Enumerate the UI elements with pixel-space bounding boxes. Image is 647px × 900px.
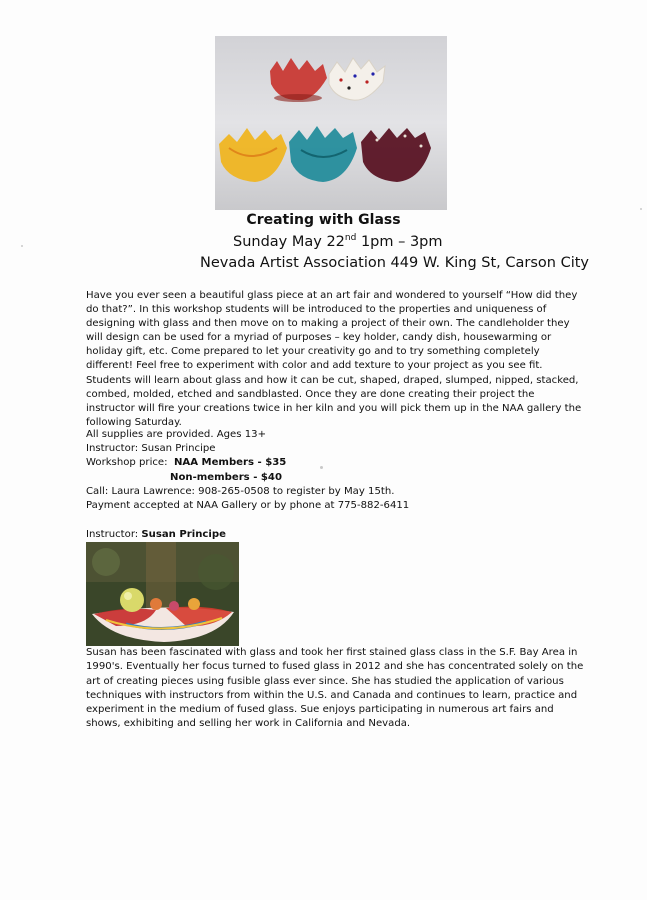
fused-glass-bowl-photo <box>86 542 239 646</box>
instructor-bio-text: Susan has been fascinated with glass and took her first stained glass class in the S.F. Bay Area in 1990's. Eventually her focus turned to fused glass in 2012 and she has concentrated solely on the art of creating pieces using fusible glass ever since. She has studied the application of various techniques with instructors from within the U.S. and Canada and continues to learn, practice and experiment in the medium of fused glass. Sue enjoys participating in numerous art fairs and shows, exhibiting and selling her work in California and Nevada. <box>86 647 584 730</box>
scan-speck <box>320 466 323 469</box>
glass-candleholders-photo <box>215 36 447 210</box>
workshop-description <box>86 289 586 430</box>
members-price: NAA Members - $35 <box>173 457 287 469</box>
event-title: Creating with Glass <box>246 212 401 228</box>
scan-speck <box>640 208 642 210</box>
workshop-details <box>86 428 586 513</box>
instructor-line: Instructor: Susan Principe <box>86 443 216 455</box>
event-date: Sunday May 22 <box>233 233 345 250</box>
event-venue: Nevada Artist Association 449 W. King St, Carson City <box>200 255 589 271</box>
instructor-bio <box>86 646 586 732</box>
event-date-time <box>233 233 443 250</box>
instructor-name: Susan Principe <box>141 529 226 540</box>
nonmembers-price: Non-members - $40 <box>170 471 282 483</box>
date-ordinal-suffix: nd <box>344 233 357 243</box>
price-line <box>86 456 586 470</box>
scan-speck <box>21 245 23 247</box>
instructor-heading <box>86 529 226 540</box>
payment-line: Payment accepted at NAA Gallery or by phone at 775-882-6411 <box>86 500 410 512</box>
instructor-heading-label: Instructor: <box>86 529 142 540</box>
price-label: Workshop price: <box>86 457 168 469</box>
event-time: 1pm – 3pm <box>360 233 443 250</box>
workshop-description-text: Have you ever seen a beautiful glass piece at an art fair and wondered to yourself “How did they do that?”. In this workshop students will be introduced to the properties and uniqueness of designing with glass and then move on to making a project of their own. The candleholder they will design can be used for a myriad of purposes – key holder, candy dish, housewarming or holiday gift, etc. Come prepared to let your creativity go and to try something completely different! Feel free to experiment with color and add texture to your project as you see fit. Students will learn about glass and how it can be cut, shaped, draped, slumped, nipped, stacked, combed, molded, etched and sandblasted. Once they are done creating their project the instructor will fire your creations twice in her kiln and you will pick them up in the NAA gallery the following Saturday. <box>86 290 582 428</box>
supplies-line: All supplies are provided. Ages 13+ <box>86 429 267 440</box>
registration-call-line: Call: Laura Lawrence: 908-265-0508 to register by May 15th. <box>86 485 395 497</box>
